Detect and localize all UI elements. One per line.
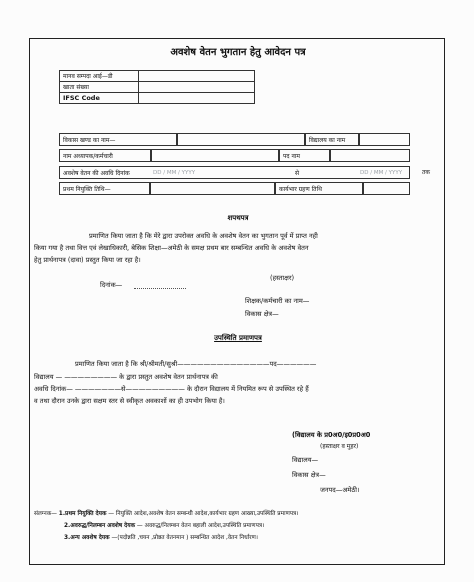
school-name-field[interactable] [359,133,410,146]
affidavit-line-2: किया गया है तथा वित्त एवं लेखाधिकारी, बेसिक शिक्षा—अमेठी के समक्ष प्रथम बार सम्बन्धित अवधि के अवशेष वेतन [34,244,309,252]
post-name-field[interactable] [330,149,410,162]
block-area-label: विकास क्षेत्र— [292,471,326,479]
joining-date-box [275,182,363,195]
attendance-line-1: प्रमाणित किया जाता है कि श्री/श्रीमती/सुश्री——————————————पद—————— [75,360,317,368]
affidavit-line-1: प्रमाणित किया जाता है कि मेरे द्वारा उपरोक्त अवधि के अवशेष वेतन का भुगतान पूर्व में प्राप्त नही [89,232,318,240]
annexure-line-1 [34,509,298,517]
from-label: से [295,170,300,177]
block-name-box[interactable] [59,133,177,146]
teacher-name-label: नाम अध्यापक/कर्मचारी [63,153,113,160]
to-label: तक [422,169,431,176]
signature-label: (हस्ताक्षर) [270,274,295,282]
ifsc-label: IFSC Code [60,93,139,104]
school-name-box [305,133,359,146]
headmaster-label: (विद्यालय के प्र0अ0/इ0प्र0अ0 [292,431,371,439]
bank-details-table [59,70,255,104]
annexure-item-3-text: —(पदोन्नति ,चयन ,प्रोन्नत वेतनमान ) सम्बन्धित आदेश ,वेतन निर्धारण। [111,535,258,541]
joining-date-label: कार्यभार ग्रहण तिथि [279,186,322,193]
annexure-line-2 [64,521,264,529]
form-frame [29,38,445,565]
affidavit-heading: शपथपत्र [227,214,249,222]
block-name-field[interactable] [177,133,305,146]
annexure-line-3 [64,533,258,541]
first-appointment-box [59,182,150,195]
bank-row [60,71,255,82]
joining-date-field[interactable] [363,182,410,195]
period-label: अवशेष वेतन की अवधि दिनांक [63,170,130,177]
hrms-id-label: मानव सम्पदा आई—डी [60,71,139,82]
hrms-id-field[interactable] [139,71,255,82]
signature-seal-label: (हस्ताक्षर व मुहर) [320,443,359,450]
form-title: अवशेष वेतन भुगतान हेतु आवेदन पत्र [170,47,306,58]
bank-row [60,93,255,104]
account-number-label: खाता संख्या [60,82,139,93]
district-label: जनपद—अमेठी। [320,486,360,494]
to-date-input[interactable]: DD / MM / YYYY [360,170,403,176]
post-name-label: पद नाम [283,153,300,160]
attendance-heading: उपस्थिति प्रमाणपत्र [214,334,262,342]
from-date-input[interactable]: DD / MM / YYYY [153,170,196,176]
attendance-line-2: विद्यालय — ———————— के द्वारा प्रस्तुत अवशेष वेतन प्रार्थनापत्र की [34,373,218,381]
teacher-name-field[interactable] [151,149,279,162]
annexure-item-2-title: 2.अवरुद्ध/निलम्बन अवशेष देयक [64,523,136,529]
annexure-item-1-title: 1.प्रथम नियुक्ति देयक [58,511,107,517]
bank-row [60,82,255,93]
attendance-line-4: व तथा दौरान उनके द्वारा सक्षम स्तर से स्वीकृत अवकाशों का ही उपभोग किया है। [34,397,225,405]
attendance-line-3: अवधि दिनांक— ———————से————————— के दौरान विद्यालय में नियमित रूप से उपस्थित रहे हैं [34,385,309,393]
annexure-item-2-text: — अवरुद्ध/निलम्बन वेतन बहाली आदेश,उपस्थिति प्रमाणपत्र। [136,523,265,529]
school-sign-label: विद्यालय— [292,456,319,464]
first-appointment-field[interactable] [150,182,275,195]
annexure-item-1-text: — नियुक्ति आदेश,अवशेष वेतन सम्बन्धी आदेश,कार्यभार ग्रहण आख्या,उपस्थिति प्रमाणपत्र। [108,511,299,517]
annexure-item-3-title: 3.अन्य अवशेष देयक [64,535,110,541]
block-sign-label: विकास क्षेत्र— [245,310,279,318]
annexure-label: संलग्नक— [34,511,57,517]
first-appointment-label: प्रथम नियुक्ति तिथि— [63,186,111,193]
account-number-field[interactable] [139,82,255,93]
date-dotted-line[interactable] [134,288,186,289]
teacher-name-sign-label: शिक्षक/कर्मचारी का नाम— [245,297,310,305]
school-name-label: विद्यालय का नाम [309,137,346,144]
ifsc-field[interactable] [139,93,255,104]
period-row [59,166,410,179]
teacher-name-box [59,149,151,162]
block-name-label: विकास खण्ड का नाम— [63,137,116,144]
post-name-box [279,149,330,162]
affidavit-line-3: हेतु प्रार्थनापत्र (दावा) प्रस्तुत किया जा रहा है। [34,256,141,264]
date-label: दिनांक— [100,281,123,289]
